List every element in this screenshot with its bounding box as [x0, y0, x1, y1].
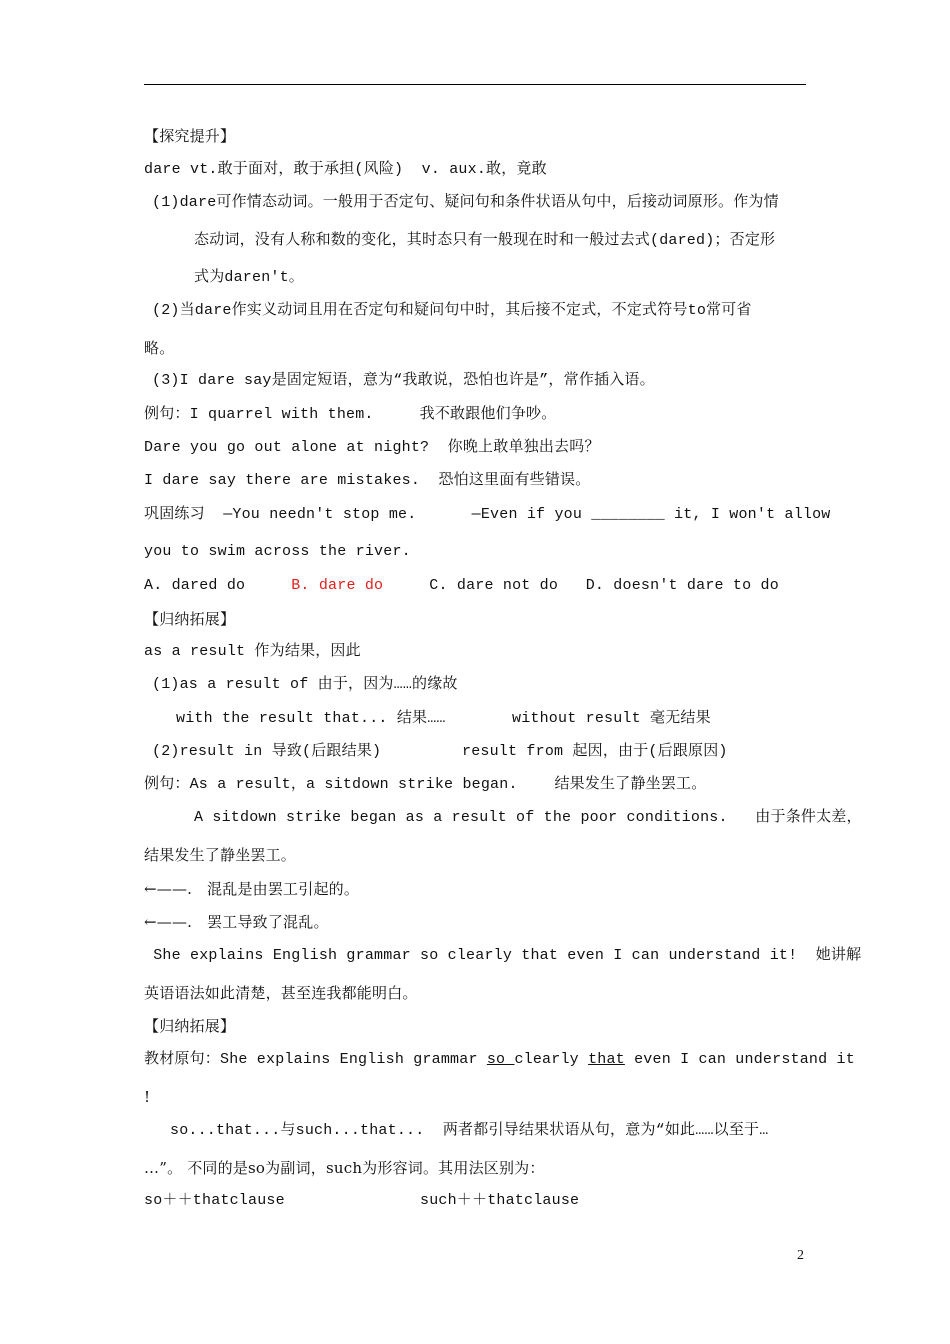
quiz-question-cont: you to swim across the river. [144, 543, 411, 560]
result-definition: as a result 作为结果，因此 [144, 643, 361, 660]
dare-point-2: (2)当dare作实义动词且用在否定句和疑问句中时，其后接不定式，不定式符号to常可省 [152, 302, 752, 319]
dare-point-1: (1)dare可作情态动词。一般用于否定句、疑问句和条件状语从句中，后接动词原形。作为情 [152, 194, 779, 211]
result-phrase: without result 毫无结果 [512, 710, 711, 727]
option-a: A. dared do [144, 577, 246, 594]
textbook-sentence-mid: clearly [514, 1051, 589, 1068]
section-heading: 【探究提升】 [144, 127, 236, 145]
header-rule [144, 84, 806, 85]
section-heading: 【归纳拓展】 [144, 1017, 236, 1035]
example-sentence-cont: 英语语法如此清楚，甚至连我都能明白。 [144, 984, 418, 1002]
underlined-that: that [588, 1051, 625, 1068]
option-b-answer: B. dare do [291, 577, 384, 594]
example-sentence: 例句：As a result，a sitdown strike began. 结果发生了静坐罢工。 [144, 776, 707, 793]
dare-definition: dare vt.敢于面对，敢于承担(风险) v. aux.敢，竟敢 [144, 161, 547, 178]
example-sentence: Dare you go out alone at night? 你晚上敢单独出去吗？ [144, 439, 600, 456]
result-phrase: with the result that... 结果…… [176, 710, 446, 727]
example-sentence: 例句：I quarrel with them. 我不敢跟他们争吵。 [144, 406, 557, 423]
so-that-explanation: so...that...与such...that... 两者都引导结果状语从句，意为“如此……以至于… [170, 1122, 769, 1139]
dare-point-2-cont: 略。 [144, 339, 175, 357]
option-d: D. doesn't dare to do [585, 577, 779, 594]
textbook-sentence-end: even I can understand it [624, 1051, 855, 1068]
textbook-sentence-end-mark: ! [144, 1088, 151, 1106]
result-point-2: (2)result in 导致(后跟结果) [152, 743, 382, 760]
quiz-options [144, 576, 779, 596]
underlined-so: so [486, 1051, 515, 1068]
result-phrase: result from 起因，由于(后跟原因) [462, 743, 728, 760]
quiz-question: 巩固练习 —You needn't stop me. —Even if you ________ it, I won't allow [144, 506, 831, 523]
textbook-sentence [144, 1050, 855, 1070]
translation-blank: ←——. 罢工导致了混乱。 [144, 913, 329, 931]
example-sentence: She explains English grammar so clearly that even I can understand it! 她讲解 [144, 947, 862, 964]
result-point-1: (1)as a result of 由于，因为……的缘故 [152, 676, 458, 693]
dare-point-1-cont2: 式为daren't。 [194, 269, 305, 286]
page-number: 2 [797, 1248, 804, 1263]
textbook-sentence-start: 教材原句：She explains English grammar [144, 1051, 487, 1068]
section-heading: 【归纳拓展】 [144, 610, 236, 628]
dare-point-3: (3)I dare say是固定短语，意为“我敢说，恐怕也许是”，常作插入语。 [152, 372, 655, 389]
so-formula: so＋＋thatclause [144, 1192, 285, 1209]
translation-blank: ←——. 混乱是由罢工引起的。 [144, 880, 360, 898]
such-formula: such＋＋thatclause [420, 1192, 580, 1209]
dare-point-1-cont: 态动词，没有人称和数的变化，其时态只有一般现在时和一般过去式(dared)；否定形 [194, 232, 776, 249]
example-sentence: I dare say there are mistakes. 恐怕这里面有些错误。 [144, 472, 591, 489]
so-that-explanation-cont: …”。 不同的是so为副词，such为形容词。其用法区别为： [144, 1159, 545, 1177]
option-c: C. dare not do [429, 577, 559, 594]
example-sentence-cont: 结果发生了静坐罢工。 [144, 846, 297, 864]
example-sentence: A sitdown strike began as a result of the poor conditions. 由于条件太差， [194, 809, 862, 826]
